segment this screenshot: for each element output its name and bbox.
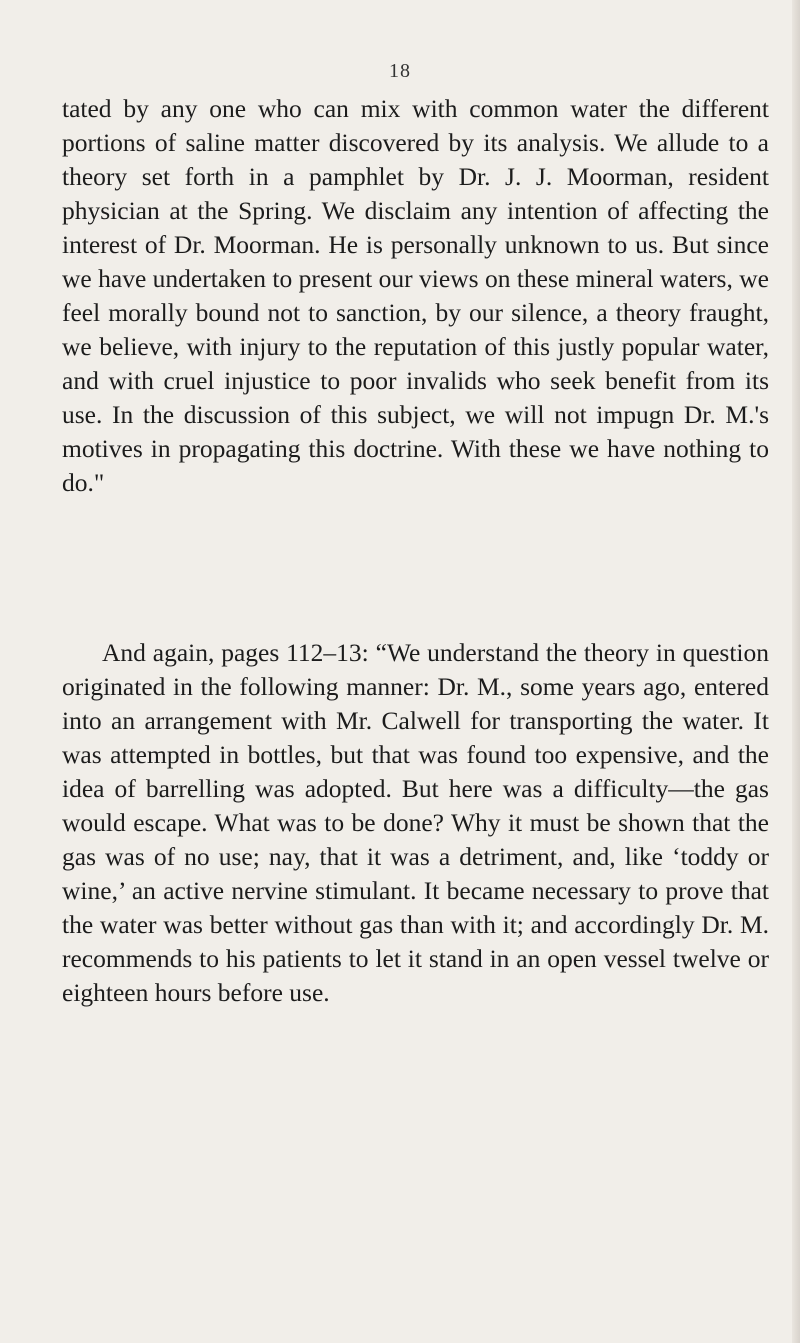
paragraph-text: tated by any one who can mix with common water the different portions of saline matter discovered by its analysis. We allude to a theory set forth in a pamphlet by Dr. J. J. Moorman, resident physician at the Spring. We disclaim any intention of affecting the interest of Dr. Moorman. He is personally unknown to us. But since we have undertaken to present our views on these mineral waters, we feel morally bound not to sanction, by our silence, a theory fraught, we believe, with injury to the reputation of this justly popular water, and with cruel injustice to poor invalids who seek benefit from its use. In the discussion of this subject, we will not impugn Dr. M.'s motives in propagating this doctrine. With these we have nothing to do." bbox=[62, 94, 769, 497]
page-number: 18 bbox=[389, 60, 411, 82]
body-paragraph-2 bbox=[62, 636, 769, 1010]
body-paragraph-1 bbox=[62, 92, 769, 500]
page-edge bbox=[792, 0, 800, 1343]
paragraph-text: And again, pages 112–13: “We understand the theory in question originated in the following manner: Dr. M., some years ago, entered into an arrangement with Mr. Calwell for transporting the water. It was attempted in bottles, but that was found too expensive, and the idea of barrelling was adopted. But here was a difficulty—the gas would escape. What was to be done? Why it must be shown that the gas was of no use; nay, that it was a detriment, and, like ‘toddy or wine,’ an active nervine stimulant. It became necessary to prove that the water was better without gas than with it; and accordingly Dr. M. recommends to his patients to let it stand in an open vessel twelve or eighteen hours before use. bbox=[62, 638, 769, 1007]
